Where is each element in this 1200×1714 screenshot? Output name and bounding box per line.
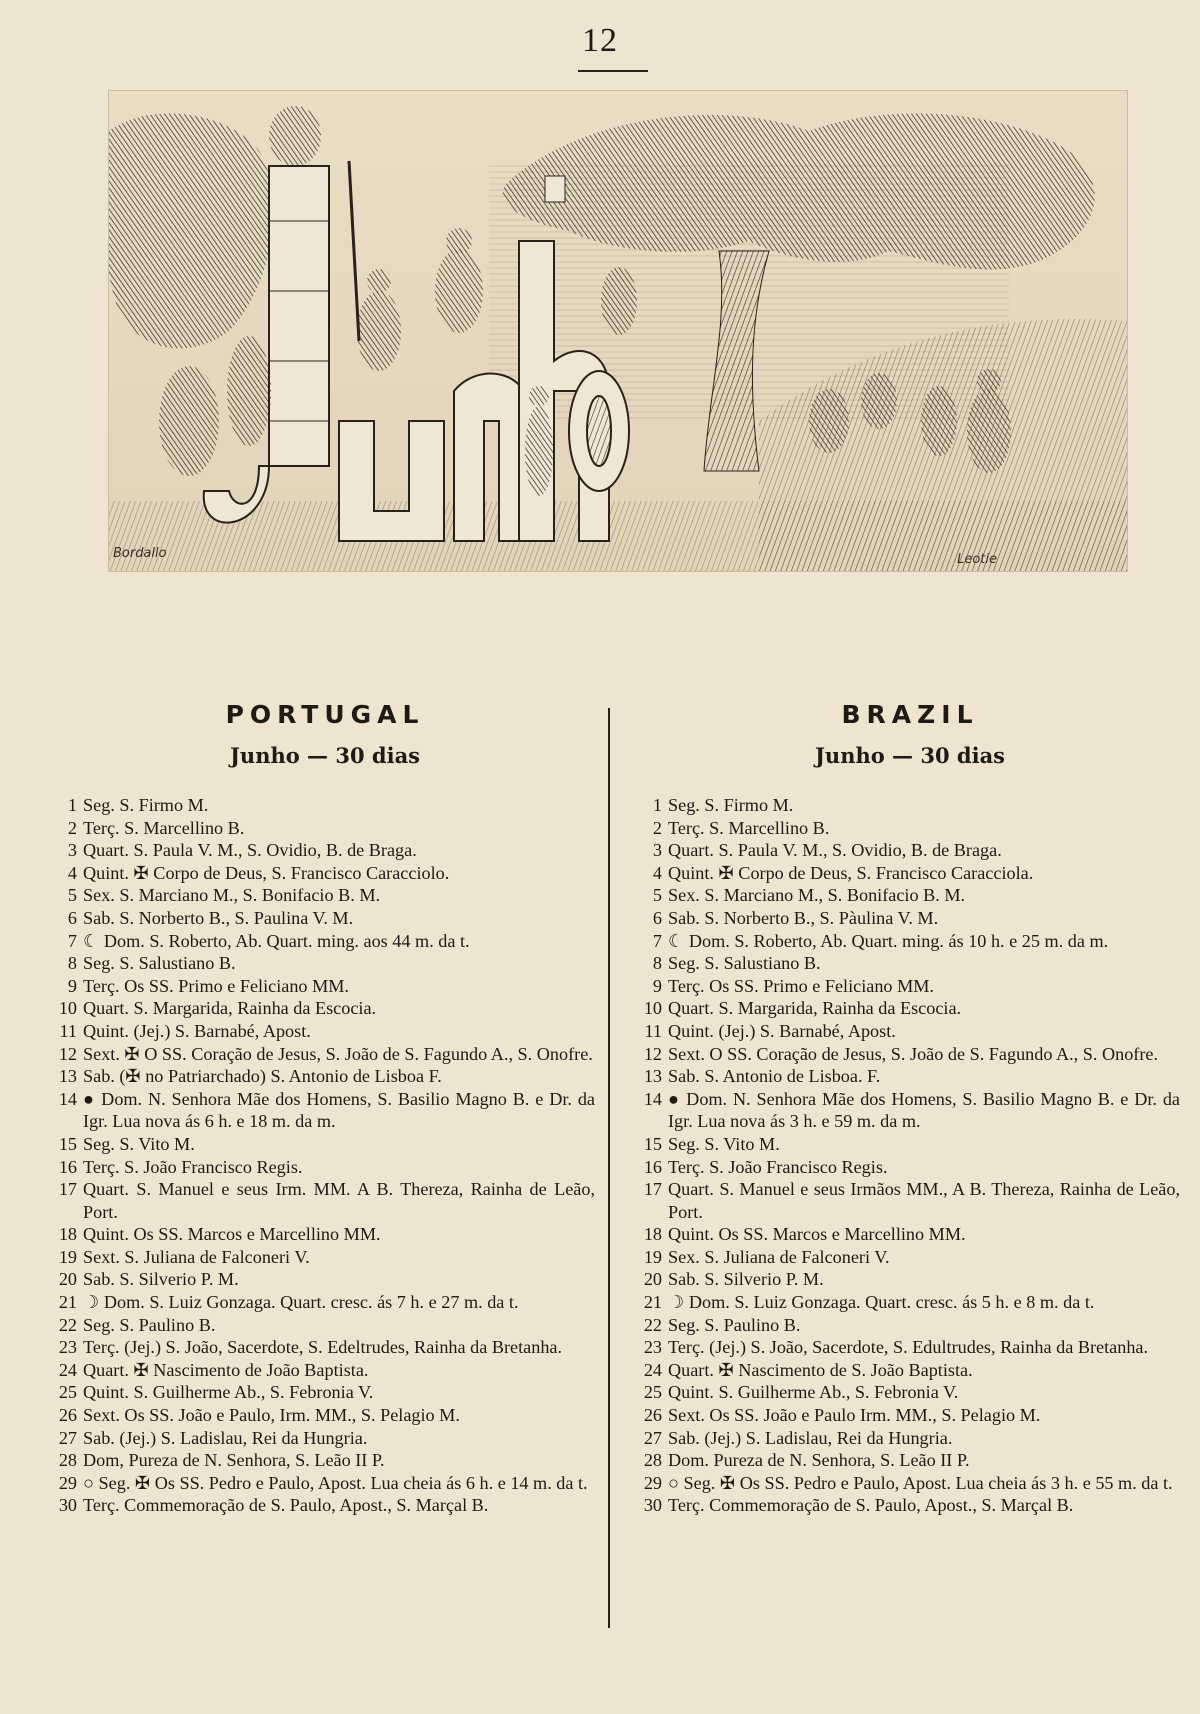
day-text: Sab. (Jej.) S. Ladislau, Rei da Hungria. [83, 1427, 368, 1448]
day-entry [640, 1449, 1180, 1472]
day-entry [640, 1268, 1180, 1291]
day-number: 28 [58, 1450, 77, 1471]
day-text: Quint. ✠ Corpo de Deus, S. Francisco Caracciola. [668, 862, 1034, 883]
day-number: 6 [652, 907, 662, 928]
day-text: Terç. S. João Francisco Regis. [668, 1156, 888, 1177]
day-number: 25 [58, 1382, 77, 1403]
day-text: Quint. Os SS. Marcos e Marcellino MM. [83, 1224, 381, 1245]
day-entry [640, 1223, 1180, 1246]
day-entry [55, 1494, 595, 1517]
day-number: 3 [67, 840, 77, 861]
day-text: Seg. S. Salustiano B. [83, 953, 236, 974]
cross-banner [545, 176, 565, 202]
day-text: Terç. S. Marcellino B. [83, 817, 245, 838]
day-entry [640, 907, 1180, 930]
day-text: Sab. S. Silverio P. M. [83, 1269, 239, 1290]
country-heading: PORTUGAL [225, 700, 425, 729]
lance [349, 161, 359, 341]
column-divider [608, 708, 610, 1628]
day-entry [640, 1359, 1180, 1382]
day-text: Terç. Commemoração de S. Paulo, Apost., S. Marçal B. [668, 1495, 1074, 1516]
day-entry [55, 1065, 595, 1088]
day-text: Quart. ✠ Nascimento de S. João Baptista. [668, 1359, 973, 1380]
day-text: ● Dom. N. Senhora Mãe dos Homens, S. Basilio Magno B. e Dr. da Igr. Lua nova ás 3 h. e 59 m. da m. [668, 1088, 1180, 1132]
engraver-signature-right: Leotie [957, 552, 997, 567]
day-text: Dom, Pureza de N. Senhora, S. Leão II P. [83, 1450, 385, 1471]
day-text: Terç. S. João Francisco Regis. [83, 1156, 303, 1177]
day-text: Seg. S. Vito M. [83, 1133, 195, 1154]
day-text: Sab. S. Norberto B., S. Pàulina V. M. [668, 907, 939, 928]
day-text: ☾ Dom. S. Roberto, Ab. Quart. ming. ás 10 h. e 25 m. da m. [668, 930, 1109, 951]
day-number: 9 [652, 975, 662, 996]
day-entry [55, 907, 595, 930]
day-number: 24 [643, 1359, 662, 1380]
day-text: Sext. Os SS. João e Paulo Irm. MM., S. Pelagio M. [668, 1405, 1041, 1426]
day-number: 8 [652, 953, 662, 974]
day-entry [55, 1336, 595, 1359]
day-entry [55, 1359, 595, 1382]
day-number: 3 [652, 840, 662, 861]
day-entry [640, 1020, 1180, 1043]
day-number: 13 [58, 1066, 77, 1087]
day-text: ○ Seg. ✠ Os SS. Pedro e Paulo, Apost. Lua cheia ás 6 h. e 14 m. da t. [83, 1472, 588, 1493]
day-entry [55, 1020, 595, 1043]
day-number: 14 [643, 1088, 662, 1109]
day-text: Sext. ✠ O SS. Coração de Jesus, S. João de S. Fagundo A., S. Onofre. [83, 1043, 593, 1064]
day-entry [640, 975, 1180, 998]
day-entry [55, 1178, 595, 1223]
day-entry [55, 1088, 595, 1133]
day-text: Seg. S. Vito M. [668, 1133, 780, 1154]
page-number-rule [578, 70, 648, 72]
day-text: Quart. S. Margarida, Rainha da Escocia. [83, 998, 377, 1019]
day-number: 29 [643, 1472, 662, 1493]
day-text: Sab. S. Norberto B., S. Paulina V. M. [83, 907, 354, 928]
day-number: 7 [67, 930, 77, 951]
day-number: 25 [643, 1382, 662, 1403]
day-text: Quint. S. Guilherme Ab., S. Febronia V. [668, 1382, 959, 1403]
day-text: Terç. S. Marcellino B. [668, 817, 830, 838]
day-text: Sab. (✠ no Patriarchado) S. Antonio de Lisboa F. [83, 1066, 442, 1087]
day-entry [640, 952, 1180, 975]
engraving-illustration [109, 91, 1127, 571]
day-entry [55, 1404, 595, 1427]
day-entry [55, 1133, 595, 1156]
day-text: Sext. S. Juliana de Falconeri V. [83, 1246, 310, 1267]
day-text: Seg. S. Paulino B. [83, 1314, 216, 1335]
day-entry [55, 1381, 595, 1404]
day-entry [55, 1427, 595, 1450]
engraver-signature-left: Bordallo [113, 546, 167, 561]
day-entry [640, 794, 1180, 817]
day-number: 5 [67, 885, 77, 906]
day-entry [640, 1043, 1180, 1066]
day-entry [55, 1223, 595, 1246]
day-text: Quint. Os SS. Marcos e Marcellino MM. [668, 1224, 966, 1245]
day-entry [640, 1246, 1180, 1269]
day-number: 21 [643, 1292, 662, 1313]
day-number: 12 [643, 1043, 662, 1064]
portugal-column [55, 700, 595, 1517]
day-text: Quart. ✠ Nascimento de João Baptista. [83, 1359, 369, 1380]
day-number: 22 [58, 1314, 77, 1335]
country-heading: BRAZIL [841, 700, 979, 729]
day-text: Sex. S. Marciano M., S. Bonifacio B. M. [668, 885, 966, 906]
day-number: 26 [643, 1405, 662, 1426]
day-number: 1 [652, 795, 662, 815]
day-number: 1 [67, 795, 77, 815]
day-entry [640, 1472, 1180, 1495]
day-text: Quint. ✠ Corpo de Deus, S. Francisco Caracciolo. [83, 862, 450, 883]
brazil-column [640, 700, 1180, 1517]
day-number: 4 [67, 862, 77, 883]
day-entry [55, 1043, 595, 1066]
day-number: 19 [643, 1246, 662, 1267]
day-entry [640, 839, 1180, 862]
day-number: 19 [58, 1246, 77, 1267]
day-number: 14 [58, 1088, 77, 1109]
day-entry [640, 1156, 1180, 1179]
day-text: Seg. S. Salustiano B. [668, 953, 821, 974]
left-foliage [109, 114, 273, 349]
day-entry [640, 930, 1180, 953]
day-number: 8 [67, 953, 77, 974]
day-number: 10 [643, 998, 662, 1019]
day-entry [55, 817, 595, 840]
day-number: 29 [58, 1472, 77, 1493]
day-number: 24 [58, 1359, 77, 1380]
day-number: 16 [58, 1156, 77, 1177]
day-entry [640, 817, 1180, 840]
day-number: 2 [652, 817, 662, 838]
day-entry [640, 1088, 1180, 1133]
day-entry [640, 1133, 1180, 1156]
day-number: 17 [643, 1179, 662, 1200]
day-number: 21 [58, 1292, 77, 1313]
day-text: Sext. Os SS. João e Paulo, Irm. MM., S. Pelagio M. [83, 1405, 460, 1426]
day-text: Terç. Os SS. Primo e Feliciano MM. [668, 975, 934, 996]
day-number: 26 [58, 1405, 77, 1426]
day-entry [55, 952, 595, 975]
day-text: Quart. S. Paula V. M., S. Ovidio, B. de Braga. [83, 840, 417, 861]
day-number: 20 [643, 1269, 662, 1290]
day-entry [640, 1336, 1180, 1359]
day-number: 11 [644, 1020, 662, 1041]
day-text: Seg. S. Paulino B. [668, 1314, 801, 1335]
day-number: 11 [59, 1020, 77, 1041]
day-number: 23 [58, 1337, 77, 1358]
day-entry [640, 1494, 1180, 1517]
day-text: Sab. S. Antonio de Lisboa. F. [668, 1066, 881, 1087]
day-number: 27 [58, 1427, 77, 1448]
day-entry [640, 884, 1180, 907]
day-entry [640, 862, 1180, 885]
month-heading: Junho — 30 dias [815, 743, 1005, 768]
day-entry [640, 1178, 1180, 1223]
day-number: 22 [643, 1314, 662, 1335]
page-number: 12 [582, 22, 618, 59]
day-number: 9 [67, 975, 77, 996]
day-text: Terç. (Jej.) S. João, Sacerdote, S. Edeltrudes, Rainha da Bretanha. [83, 1337, 563, 1358]
day-text: Terç. (Jej.) S. João, Sacerdote, S. Edultrudes, Rainha da Bretanha. [668, 1337, 1149, 1358]
day-entry [55, 975, 595, 998]
day-entry [640, 1314, 1180, 1337]
day-number: 27 [643, 1427, 662, 1448]
day-entry [55, 1156, 595, 1179]
day-number: 18 [643, 1224, 662, 1245]
day-text: Sab. S. Silverio P. M. [668, 1269, 824, 1290]
day-text: Quart. S. Manuel e seus Irm. MM. A B. Thereza, Rainha de Leão, Port. [83, 1179, 595, 1222]
day-entry [55, 930, 595, 953]
day-text: Quart. S. Paula V. M., S. Ovidio, B. de Braga. [668, 840, 1002, 861]
day-number: 16 [643, 1156, 662, 1177]
day-text: Sab. (Jej.) S. Ladislau, Rei da Hungria. [668, 1427, 953, 1448]
day-number: 5 [652, 885, 662, 906]
day-text: ☽ Dom. S. Luiz Gonzaga. Quart. cresc. ás 7 h. e 27 m. da t. [83, 1292, 519, 1313]
day-number: 2 [67, 817, 77, 838]
day-number: 7 [652, 930, 662, 951]
day-text: Sext. O SS. Coração de Jesus, S. João de S. Fagundo A., S. Onofre. [668, 1043, 1159, 1064]
day-entry [55, 884, 595, 907]
month-heading: Junho — 30 dias [230, 743, 420, 768]
day-text: Quart. S. Manuel e seus Irmãos MM., A B. Thereza, Rainha de Leão, Port. [668, 1179, 1180, 1222]
day-entry [55, 1314, 595, 1337]
day-number: 28 [643, 1450, 662, 1471]
day-entry [640, 1291, 1180, 1314]
day-text: Quint. (Jej.) S. Barnabé, Apost. [83, 1020, 311, 1041]
junho-engraving [108, 90, 1128, 572]
day-list [55, 794, 595, 1517]
day-text: Quint. S. Guilherme Ab., S. Febronia V. [83, 1382, 374, 1403]
day-entry [55, 862, 595, 885]
day-text: Quint. (Jej.) S. Barnabé, Apost. [668, 1020, 896, 1041]
day-entry [640, 1381, 1180, 1404]
day-text: Sex. S. Juliana de Falconeri V. [668, 1246, 890, 1267]
day-number: 4 [652, 862, 662, 883]
day-list [640, 794, 1180, 1517]
day-number: 12 [58, 1043, 77, 1064]
day-text: Terç. Commemoração de S. Paulo, Apost., S. Marçal B. [83, 1495, 489, 1516]
day-text: Dom. Pureza de N. Senhora, S. Leão II P. [668, 1450, 970, 1471]
day-number: 20 [58, 1269, 77, 1290]
day-entry [640, 1065, 1180, 1088]
day-number: 15 [643, 1133, 662, 1154]
day-text: Seg. S. Firmo M. [83, 795, 209, 815]
day-text: ☽ Dom. S. Luiz Gonzaga. Quart. cresc. ás 5 h. e 8 m. da t. [668, 1292, 1095, 1313]
day-entry [640, 1404, 1180, 1427]
day-number: 30 [58, 1495, 77, 1516]
day-entry [55, 794, 595, 817]
day-text: ☾ Dom. S. Roberto, Ab. Quart. ming. aos 44 m. da t. [83, 930, 470, 951]
day-text: Seg. S. Firmo M. [668, 795, 794, 815]
day-text: Quart. S. Margarida, Rainha da Escocia. [668, 998, 962, 1019]
day-text: ● Dom. N. Senhora Mãe dos Homens, S. Basilio Magno B. e Dr. da Igr. Lua nova ás 6 h. e 18 m. da m. [83, 1088, 595, 1132]
day-entry [640, 1427, 1180, 1450]
day-number: 15 [58, 1133, 77, 1154]
day-number: 30 [643, 1495, 662, 1516]
day-text: Terç. Os SS. Primo e Feliciano MM. [83, 975, 349, 996]
day-number: 6 [67, 907, 77, 928]
day-number: 17 [58, 1179, 77, 1200]
day-entry [55, 1472, 595, 1495]
day-text: Sex. S. Marciano M., S. Bonifacio B. M. [83, 885, 381, 906]
day-number: 18 [58, 1224, 77, 1245]
day-entry [55, 1246, 595, 1269]
day-number: 13 [643, 1066, 662, 1087]
day-entry [640, 997, 1180, 1020]
day-text: ○ Seg. ✠ Os SS. Pedro e Paulo, Apost. Lua cheia ás 3 h. e 55 m. da t. [668, 1472, 1173, 1493]
day-entry [55, 997, 595, 1020]
day-entry [55, 839, 595, 862]
day-entry [55, 1268, 595, 1291]
day-number: 10 [58, 998, 77, 1019]
day-entry [55, 1449, 595, 1472]
day-entry [55, 1291, 595, 1314]
day-number: 23 [643, 1337, 662, 1358]
